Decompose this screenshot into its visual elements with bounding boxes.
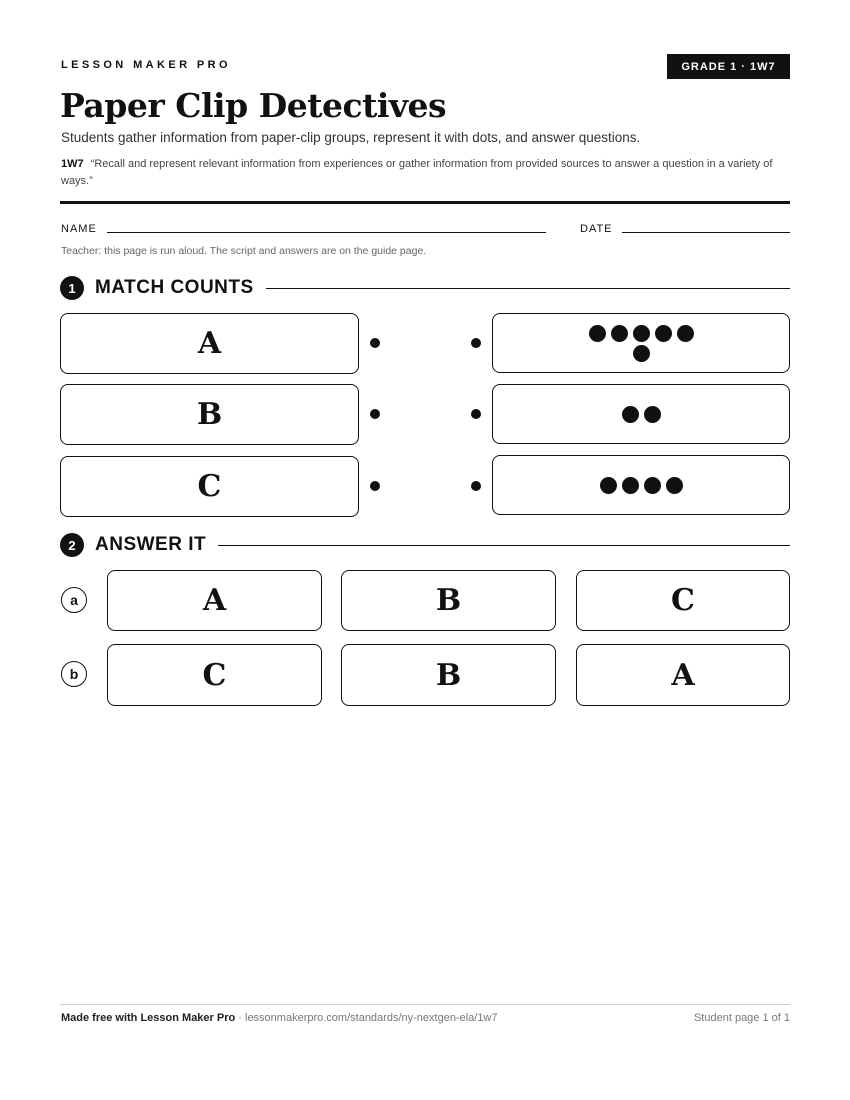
match-right-box-3[interactable] [492, 455, 790, 515]
match-left-box-b[interactable]: B [60, 384, 359, 445]
left-connector-dot[interactable] [370, 338, 380, 348]
date-label: DATE [580, 223, 613, 235]
match-right-box-1[interactable] [492, 313, 790, 373]
section-rule [266, 288, 790, 289]
match-right-box-2[interactable] [492, 384, 790, 444]
grade-badge: GRADE 1 · 1W7 [667, 54, 790, 79]
row-label-a: a [61, 587, 87, 613]
count-dot [633, 325, 650, 342]
footer-url[interactable]: · lessonmakerpro.com/standards/ny-nextgen-ela/1w7 [235, 1012, 498, 1024]
dot-group [586, 406, 696, 423]
section-title: ANSWER IT [95, 534, 207, 555]
count-dot [611, 325, 628, 342]
right-connector-dot[interactable] [471, 409, 481, 419]
count-dot [655, 325, 672, 342]
header-divider [60, 201, 790, 204]
answer-option-a1[interactable]: A [107, 570, 322, 631]
answer-option-b1[interactable]: C [107, 644, 322, 706]
dot-group [586, 477, 696, 494]
right-connector-dot[interactable] [471, 481, 481, 491]
footer-page-number: Student page 1 of 1 [693, 1012, 790, 1024]
section-rule [218, 545, 790, 546]
page-title: Paper Clip Detectives [60, 86, 447, 125]
answer-option-a2[interactable]: B [341, 570, 556, 631]
brand-name: LESSON MAKER PRO [61, 59, 231, 71]
count-dot [666, 477, 683, 494]
name-label: NAME [61, 223, 97, 235]
footer-made-with: Made free with Lesson Maker Pro [61, 1012, 236, 1024]
section-number-badge: 2 [60, 533, 84, 557]
dot-group [586, 325, 696, 362]
count-dot [622, 477, 639, 494]
teacher-note: Teacher: this page is run aloud. The script and answers are on the guide page. [61, 245, 427, 257]
right-connector-dot[interactable] [471, 338, 481, 348]
count-dot [633, 345, 650, 362]
count-dot [600, 477, 617, 494]
left-connector-dot[interactable] [370, 409, 380, 419]
date-field[interactable] [622, 232, 790, 233]
section-number-badge: 1 [60, 276, 84, 300]
section-title: MATCH COUNTS [95, 277, 254, 298]
standard-description [61, 156, 793, 190]
answer-option-b3[interactable]: A [576, 644, 790, 706]
standard-text: “Recall and represent relevant information from experiences or gather information from provided sources to answer a question in a variety of ways.” [61, 158, 773, 187]
section-match-counts-heading [60, 275, 790, 301]
count-dot [589, 325, 606, 342]
count-dot [644, 406, 661, 423]
left-connector-dot[interactable] [370, 481, 380, 491]
footer-divider [60, 1004, 790, 1005]
name-field[interactable] [107, 232, 546, 233]
answer-option-b2[interactable]: B [341, 644, 556, 706]
count-dot [622, 406, 639, 423]
match-left-box-a[interactable]: A [60, 313, 359, 374]
standard-code: 1W7 [61, 158, 84, 170]
answer-option-a3[interactable]: C [576, 570, 790, 631]
page-subtitle: Students gather information from paper-clip groups, represent it with dots, and answer questions. [61, 130, 641, 145]
match-left-box-c[interactable]: C [60, 456, 359, 517]
count-dot [677, 325, 694, 342]
row-label-b: b [61, 661, 87, 687]
footer-credit [61, 1012, 498, 1024]
count-dot [644, 477, 661, 494]
section-answer-it-heading [60, 532, 790, 558]
